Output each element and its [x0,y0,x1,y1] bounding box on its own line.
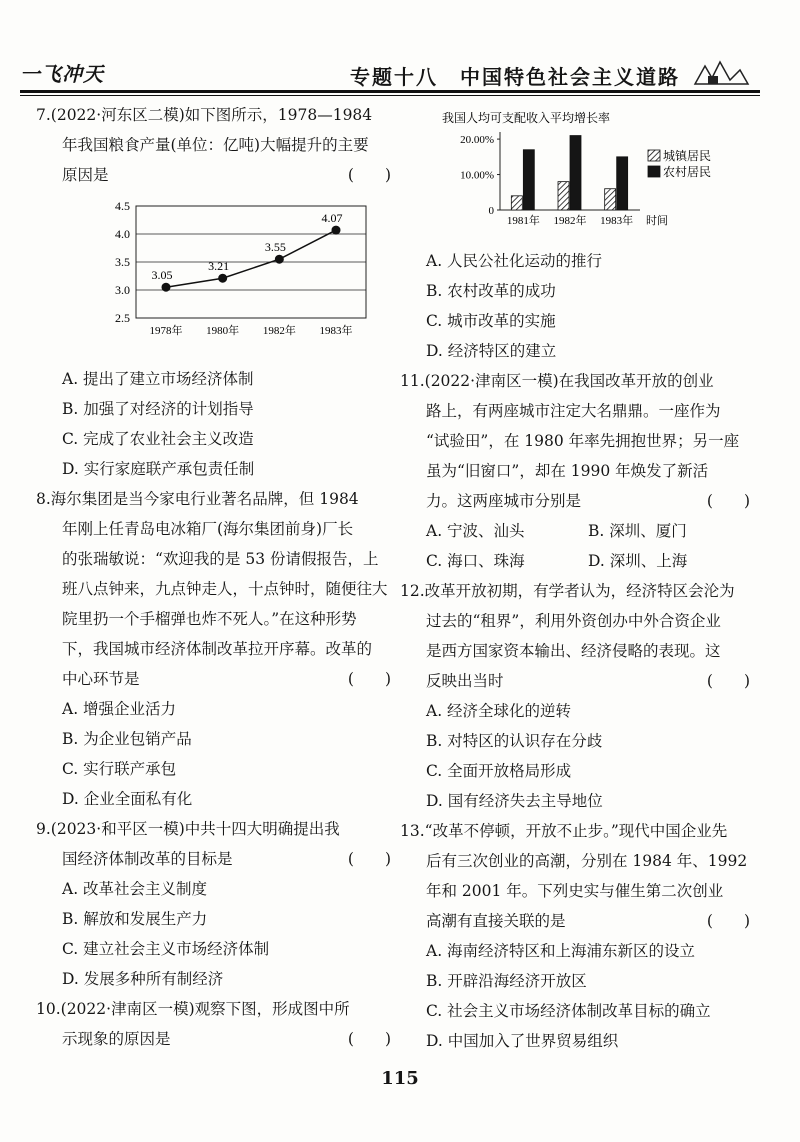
income-growth-bar-chart [440,110,720,232]
question-line [36,664,391,694]
option-a[interactable]: A. 提出了建立市场经济体制 [62,370,254,388]
bar [511,196,522,210]
bar [523,150,534,210]
page-title: 专题十八 中国特色社会主义道路 [350,65,680,89]
option-b[interactable]: B. 开辟沿海经济开放区 [426,972,587,990]
bar [605,189,616,210]
y-tick-label: 4.5 [115,199,130,213]
bar [617,157,628,210]
answer-paren: ( ) [347,850,391,868]
option-a[interactable]: A. 海南经济特区和上海浦东新区的设立 [426,942,696,960]
y-tick-label: 3.0 [115,283,130,297]
question-line [400,906,750,936]
option-c[interactable]: C. 实行联产承包 [62,760,177,778]
x-tick-label: 1981年 [506,215,540,227]
question-line: 8.海尔集团是当今家电行业著名品牌，但 1984 [36,490,359,508]
question-line [400,486,750,516]
question-line: 年我国粮食产量(单位：亿吨)大幅提升的主要 [62,136,369,154]
option-b[interactable]: B. 对特区的认识存在分歧 [426,732,603,750]
question-line: 的张瑞敏说：“欢迎我的是 53 份请假报告，上 [62,550,379,568]
question-line: 班八点钟来，九点钟走人，十点钟时，随便往大 [62,580,388,598]
header-rule [20,90,760,93]
question-line: 是西方国家资本输出、经济侵略的表现。这 [426,642,721,660]
question-line: “试验田”，在 1980 年率先拥抱世界；另一座 [426,432,740,450]
answer-paren: ( ) [706,492,750,510]
option-a[interactable]: A. 改革社会主义制度 [62,880,208,898]
header-decoration-icon [690,56,750,90]
question-7 [36,100,391,484]
option-a[interactable]: A. 增强企业活力 [62,700,177,718]
question-line: 年和 2001 年。下列史实与催生第二次创业 [426,882,724,900]
question-line: 路上，有两座城市注定大名鼎鼎。一座作为 [426,402,721,420]
legend-label: 农村居民 [663,165,712,179]
data-point [218,274,227,283]
right-column [400,104,750,1056]
question-line: 院里扔一个手榴弹也炸不死人。”在这种形势 [62,610,357,628]
question-8 [36,484,391,814]
brand-logo: 一飞冲天 [20,62,104,86]
option-b[interactable]: B. 深圳、厦门 [588,522,687,540]
data-point [275,255,284,264]
question-line: 13.“改革不停顿，开放不止步。”现代中国企业先 [400,822,728,840]
y-tick-label: 3.5 [115,255,130,269]
answer-paren: ( ) [347,1030,391,1048]
page-number: 115 [381,1068,419,1089]
question-stem-end: 力。这两座城市分别是 [426,492,582,510]
question-line: 年刚上任青岛电冰箱厂(海尔集团前身)厂长 [62,520,354,538]
question-line [36,160,391,190]
grain-output-line-chart [96,198,376,348]
question-9 [36,814,391,994]
x-tick-label: 1978年 [149,325,183,337]
question-stem-end: 中心环节是 [62,670,140,688]
y-tick-label: 4.0 [115,227,130,241]
left-column [36,100,391,1054]
option-d[interactable]: D. 实行家庭联产承包责任制 [62,460,255,478]
option-b[interactable]: B. 解放和发展生产力 [62,910,208,928]
question-line [36,1024,391,1054]
question-line: 下，我国城市经济体制改革拉开序幕。改革的 [62,640,373,658]
data-point [332,226,341,235]
y-tick-label: 20.00% [460,134,494,147]
option-row [400,516,750,546]
option-a[interactable]: A. 经济全球化的逆转 [426,702,572,720]
question-stem-end: 国经济体制改革的目标是 [62,850,233,868]
legend-swatch [648,166,660,177]
data-point [162,283,171,292]
data-label: 3.21 [208,259,230,274]
option-b[interactable]: B. 农村改革的成功 [426,282,556,300]
question-line: 虽为“旧窗口”，却在 1990 年焕发了新活 [426,462,709,480]
option-c[interactable]: C. 社会主义市场经济体制改革目标的确立 [426,1002,711,1020]
y-tick-label: 10.00% [460,169,494,182]
question-line [400,666,750,696]
question-13 [400,816,750,1056]
question-stem-end: 示现象的原因是 [62,1030,171,1048]
question-line: 11.(2022·津南区一模)在我国改革开放的创业 [400,372,714,390]
x-tick-label: 1983年 [319,325,353,337]
question-10 [36,994,391,1054]
question-11 [400,366,750,576]
question-line: 过去的“租界”，利用外资创办中外合资企业 [426,612,721,630]
option-d[interactable]: D. 中国加入了世界贸易组织 [426,1032,619,1050]
bar [570,136,581,210]
question-stem-end: 反映出当时 [426,672,504,690]
option-d[interactable]: D. 经济特区的建立 [426,342,557,360]
option-a[interactable]: A. 人民公社化运动的推行 [426,252,603,270]
x-axis-label: 时间 [646,215,668,227]
option-b[interactable]: B. 加强了对经济的计划指导 [62,400,254,418]
answer-paren: ( ) [706,912,750,930]
option-c[interactable]: C. 海口、珠海 [426,552,525,570]
data-label: 3.55 [264,240,286,255]
question-line: 9.(2023·和平区一模)中共十四大明确提出我 [36,820,340,838]
option-b[interactable]: B. 为企业包销产品 [62,730,192,748]
data-label: 4.07 [321,211,343,226]
question-12 [400,576,750,816]
legend-swatch [648,150,660,161]
legend-label: 城镇居民 [663,149,712,163]
y-tick-label: 0 [488,205,494,217]
question-line: 12.改革开放初期，有学者认为，经济特区会沦为 [400,582,735,600]
x-tick-label: 1982年 [553,215,587,227]
option-a[interactable]: A. 宁波、汕头 [426,522,525,540]
answer-paren: ( ) [347,166,391,184]
option-c[interactable]: C. 建立社会主义市场经济体制 [62,940,270,958]
answer-paren: ( ) [706,672,750,690]
series-line [166,230,336,287]
question-line: 10.(2022·津南区一模)观察下图，形成图中所 [36,1000,350,1018]
question-line [36,844,391,874]
y-tick-label: 2.5 [115,311,130,325]
question-10-options [400,246,750,366]
data-label: 3.05 [151,268,173,283]
question-line: 后有三次创业的高潮，分别在 1984 年、1992 [426,852,748,870]
option-d[interactable]: D. 企业全面私有化 [62,790,193,808]
option-c[interactable]: C. 城市改革的实施 [426,312,556,330]
option-d[interactable]: D. 发展多种所有制经济 [62,970,224,988]
option-c[interactable]: C. 完成了农业社会主义改造 [62,430,254,448]
x-tick-label: 1980年 [206,325,240,337]
answer-paren: ( ) [347,670,391,688]
option-d[interactable]: D. 深圳、上海 [588,552,688,570]
question-line: 7.(2022·河东区二模)如下图所示，1978—1984 [36,106,373,124]
question-stem-end: 高潮有直接关联的是 [426,912,566,930]
page-header [20,56,750,96]
option-row [400,546,750,576]
x-tick-label: 1983年 [600,215,634,227]
question-stem-end: 原因是 [62,166,109,184]
chart-title: 我国人均可支配收入平均增长率 [442,111,611,125]
x-tick-label: 1982年 [262,325,296,337]
header-rule-thin [20,95,760,96]
option-c[interactable]: C. 全面开放格局形成 [426,762,572,780]
option-d[interactable]: D. 国有经济失去主导地位 [426,792,603,810]
bar [558,182,569,210]
